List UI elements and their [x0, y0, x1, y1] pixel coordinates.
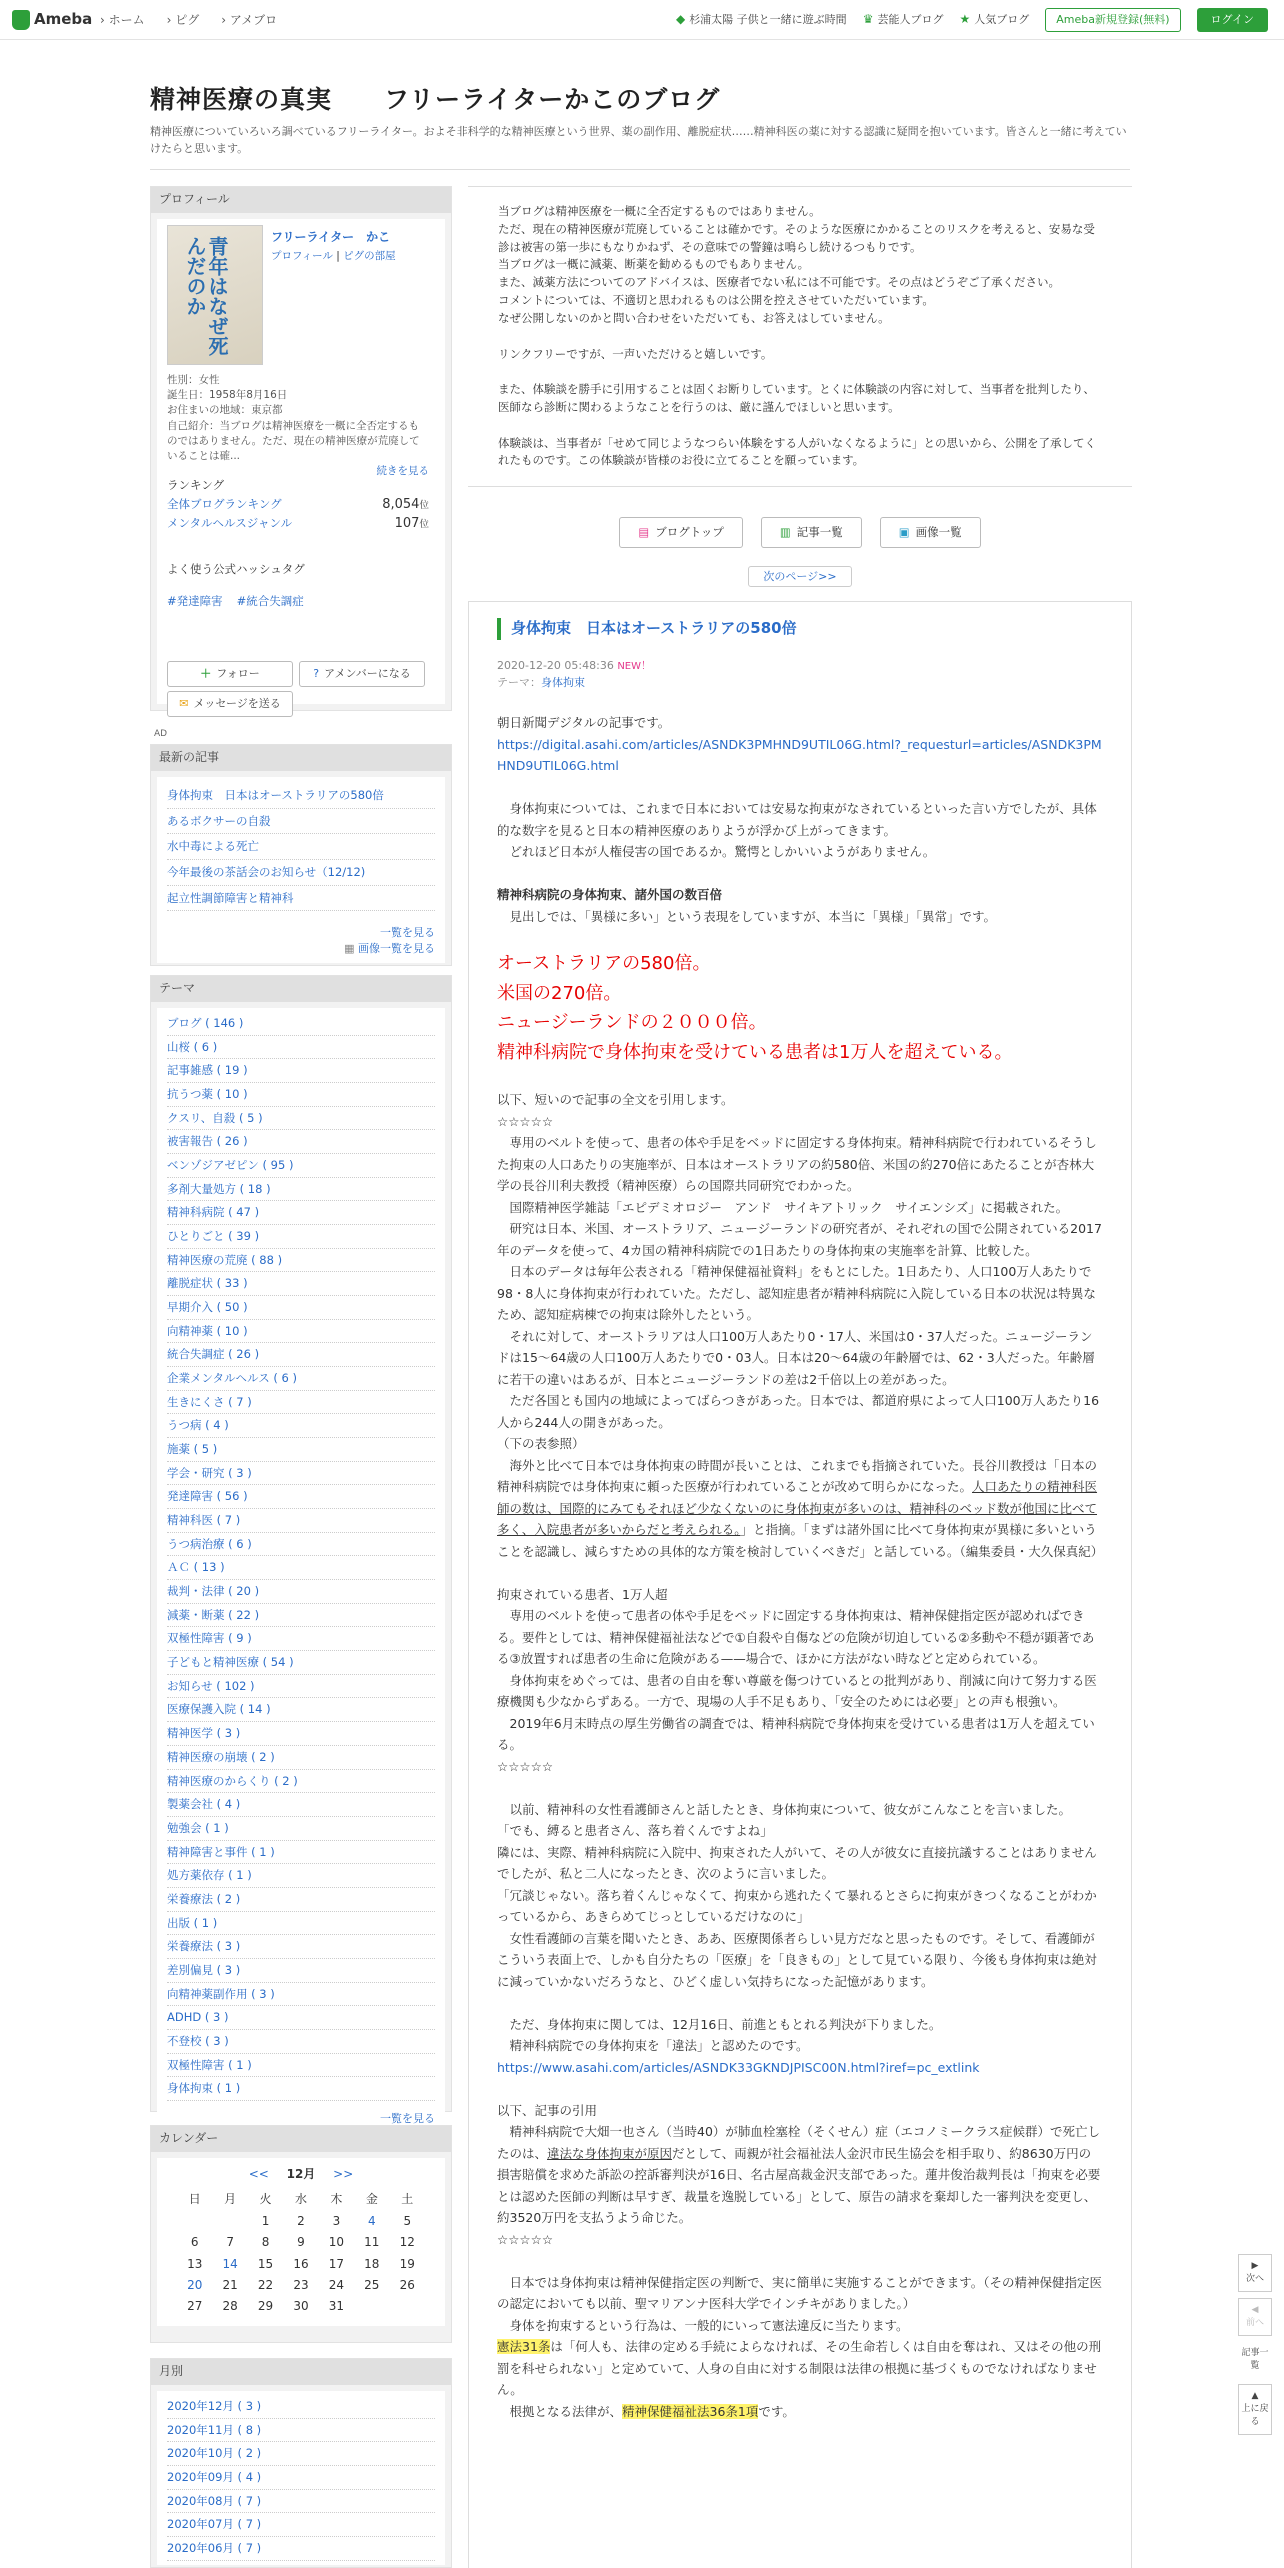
highlight-red: ニュージーランドの２０００倍。: [497, 1012, 767, 1034]
calendar-weekday: 土: [401, 2192, 414, 2207]
theme-item[interactable]: 減薬・断薬 ( 22 ): [167, 1604, 435, 1628]
theme-item[interactable]: 裁判・法律 ( 20 ): [167, 1580, 435, 1604]
calendar-box: [150, 2125, 452, 2343]
calendar-day: 22: [257, 2277, 274, 2292]
notice-line: 当ブログは精神医療を一概に全否定するものではありません。: [498, 204, 821, 218]
notice-line: ただ、現在の精神医療が荒廃していることは確かです。そのような医療にかかることのリスクを考えると、安易な受診は被害の第一歩にもなりかねず、その意味での警鐘は鳴らし続けるつもりです。: [498, 221, 1095, 254]
paragraph: 以前、精神科の女性看護師さんと話したとき、身体拘束について、彼女がこんなことを言いました。: [497, 1801, 1072, 1817]
archive-heading: 月別: [151, 2359, 451, 2385]
hashtag[interactable]: #統合失調症: [236, 594, 304, 608]
arrow-up-icon: ▲: [1251, 2391, 1259, 2402]
latest-item[interactable]: 起立性調節障害と精神科: [167, 886, 435, 912]
calendar-day: 28: [222, 2299, 238, 2314]
message-row: [167, 691, 293, 717]
image-list-button[interactable]: ▣ 画像一覧: [880, 517, 981, 548]
image-list-link[interactable]: ▦ 画像一覧を見る: [344, 942, 435, 956]
calendar-day: 15: [257, 2256, 274, 2271]
article-date: 2020-12-20 05:48:36: [497, 659, 614, 672]
calendar-weekday: 木: [330, 2192, 343, 2207]
latest-item[interactable]: 今年最後の茶話会のお知らせ（12/12): [167, 860, 435, 886]
ranking-row: [167, 515, 429, 534]
notice-line: [498, 328, 1102, 346]
paragraph: ただ、身体拘束に関しては、12月16日、前進ともとれる判決が下りました。: [497, 2016, 942, 2032]
paragraph: 身体を拘束するという行為は、一般的にいって憲法違反に当たります。: [497, 2317, 909, 2333]
profile-heading: プロフィール: [151, 187, 451, 213]
back-to-top-button[interactable]: ▲ 上に戻る: [1238, 2384, 1272, 2435]
ranking-value: 8,054: [382, 496, 420, 512]
stars: ☆☆☆☆☆: [497, 1113, 554, 1129]
theme-item[interactable]: 向精神薬副作用 ( 3 ): [167, 1983, 435, 2007]
profile-intro: 自己紹介：当ブログは精神医療を一概に全否定するものではありません。ただ、現在の精神医療が荒廃していることは確...: [167, 419, 420, 463]
highlight-red: オーストラリアの580倍。: [497, 952, 711, 974]
calendar-day: 1: [261, 2213, 270, 2228]
archive-item[interactable]: 2020年06月 ( 7 ): [167, 2537, 435, 2561]
profile-birthday: 誕生日：1958年8月16日: [167, 389, 288, 402]
paragraph: 女性看護師の言葉を聞いたとき、ああ、医療関係者らしい見方だなと思ったものです。そして、看護師がこういう表面上で、しかも自分たちの「医療」を「良きもの」として見ている限り、今後も身体拘束は絶対に減っていかないだろうなと、ひどく虚しい気持ちになった記憶があります。: [497, 1930, 1097, 1989]
paragraph: 朝日新聞デジタルの記事です。: [497, 715, 671, 731]
article-list-float[interactable]: 記事一覧: [1241, 2348, 1269, 2372]
subheading: 拘束されている患者、1万人超: [497, 1586, 668, 1602]
calendar-day: 6: [190, 2235, 199, 2250]
calendar-next[interactable]: >>: [333, 2167, 354, 2181]
calendar-month: 12月: [286, 2167, 316, 2181]
theme-item[interactable]: 被害報告 ( 26 ): [167, 1130, 435, 1154]
ranking-row: [167, 496, 429, 515]
theme-item[interactable]: 早期介入 ( 50 ): [167, 1296, 435, 1320]
ranking-unit: 位: [419, 518, 429, 530]
calendar-weekday: 金: [365, 2192, 378, 2207]
blog-description: 精神医療についていろいろ調べているフリーライター。およそ非科学的な精神医療という世界、薬の副作用、離脱症状……精神科医の薬に対する認識に疑問を抱いています。皆さんと一緒に考えていけたらと思います。: [150, 124, 1130, 170]
calendar-nav: [177, 2166, 425, 2183]
theme-item[interactable]: うつ病治療 ( 6 ): [167, 1533, 435, 1557]
calendar-day: 17: [328, 2256, 345, 2271]
theme-item[interactable]: お知らせ ( 102 ): [167, 1675, 435, 1699]
theme-item[interactable]: 生きにくさ ( 7 ): [167, 1391, 435, 1415]
theme-item[interactable]: ベンゾジアゼピン ( 95 ): [167, 1154, 435, 1178]
theme-item[interactable]: 精神科医 ( 7 ): [167, 1509, 435, 1533]
global-header: [0, 0, 1284, 40]
theme-item[interactable]: 施薬 ( 5 ): [167, 1438, 435, 1462]
profile-location: お住まいの地域：東京都: [167, 404, 283, 417]
document-icon: ▤: [638, 525, 650, 540]
calendar-table: [177, 2189, 425, 2317]
paragraph: 日本では身体拘束は精神保健指定医の判断で、実に簡単に実施することができます。（その精神保健指定医の認定においても以前、聖マリアンナ医科大学でインチキがありました。）: [497, 2274, 1103, 2312]
theme-heading: テーマ: [151, 976, 451, 1002]
theme-item[interactable]: 栄養療法 ( 2 ): [167, 1888, 435, 1912]
ad-label: AD: [154, 729, 168, 739]
paragraph: 見出しでは、「異様に多い」という表現をしていますが、本当に「異様」「異常」です。: [497, 908, 997, 924]
calendar-day: 13: [187, 2256, 203, 2271]
quote-paragraph: 身体拘束をめぐっては、患者の自由を奪い尊厳を傷つけているとの批判があり、削減に向けて努力する医療機関も少なからずある。一方で、現場の人手不足もあり、「安全のためには必要」との声も根強い。: [497, 1672, 1097, 1710]
archive-box: [150, 2358, 452, 2568]
calendar-day[interactable]: 20: [187, 2277, 203, 2292]
quote-paragraph: （下の表参照）: [497, 1436, 585, 1452]
calendar-day: 18: [364, 2256, 380, 2271]
paragraph: 精神科病院での身体拘束を「違法」と認めたのです。: [497, 2038, 809, 2054]
pager: [468, 568, 1132, 585]
hashtag[interactable]: #発達障害: [167, 594, 223, 608]
latest-heading: 最新の記事: [151, 745, 451, 771]
highlight-red: 精神科病院で身体拘束を受けている患者は1万人を超えている。: [497, 1042, 1013, 1063]
blog-top-button[interactable]: ▤ ブログトップ: [619, 517, 743, 548]
theme-item[interactable]: ブログ ( 146 ): [167, 1012, 435, 1036]
archive-item[interactable]: 2020年07月 ( 7 ): [167, 2513, 435, 2537]
calendar-day: 8: [261, 2235, 270, 2250]
header-right: [676, 8, 1268, 32]
quote-paragraph: 2019年6月末時点の厚生労働省の調査では、精神科病院で身体拘束を受けている患者は1万人を超えている。: [497, 1715, 1095, 1753]
calendar-day: 16: [293, 2256, 309, 2271]
ranking-value: 107: [394, 515, 420, 531]
theme-item[interactable]: 差別偏見 ( 3 ): [167, 1959, 435, 1983]
theme-more-link[interactable]: 一覧を見る: [380, 2111, 435, 2125]
arrow-right-icon: ▶: [1251, 2261, 1259, 2271]
calendar-day: 9: [297, 2235, 305, 2250]
article: [468, 601, 1132, 2568]
blog-header: [150, 82, 1130, 170]
calendar-weekday: 月: [224, 2192, 237, 2207]
ameba-logo-icon: [12, 10, 30, 30]
calendar-day: 12: [399, 2235, 415, 2250]
global-nav: [100, 12, 277, 29]
theme-item[interactable]: 身体拘束 ( 1 ): [167, 2077, 435, 2101]
profile-image[interactable]: 青年はなぜ死んだのか: [167, 225, 263, 365]
paragraph: 以下、短いので記事の全文を引用します。: [497, 1092, 734, 1108]
list-icon: ▥: [779, 525, 791, 540]
latest-list: [157, 777, 445, 963]
login-button[interactable]: ログイン: [1197, 8, 1268, 32]
theme-item[interactable]: 精神医療の荒廃 ( 88 ): [167, 1249, 435, 1273]
theme-item[interactable]: 発達障害 ( 56 ): [167, 1485, 435, 1509]
calendar-day: [177, 2211, 212, 2232]
quote-paragraph: 国際精神医学雑誌「エピデミオロジー アンド サイキアトリック サイエンシズ」に掲載された。: [497, 1199, 1069, 1215]
ameba-logo[interactable]: Ameba: [12, 9, 92, 31]
hashtag-label: よく使う公式ハッシュタグ: [167, 562, 305, 576]
theme-item[interactable]: 精神科病院 ( 47 ): [167, 1201, 435, 1225]
archive-item[interactable]: 2020年09月 ( 4 ): [167, 2466, 435, 2490]
archive-list: [157, 2391, 445, 2565]
calendar-day[interactable]: 14: [222, 2256, 238, 2271]
quote-paragraph: 専用のベルトを使って患者の体や手足をベッドに固定する身体拘束は、精神保健指定医が認めればできる。要件としては、精神保健福祉法などで①自殺や自傷などの危険が切迫している②多動や不穏が顕著である③放置すれば患者の生命に危険がある——場合で、ほかに方法がない時などと定められている。: [497, 1608, 1095, 1667]
subheading: 精神科病院の身体拘束、諸外国の数百倍: [497, 887, 723, 903]
calendar-day: 5: [403, 2213, 412, 2228]
calendar-day: 19: [399, 2256, 415, 2271]
ranking-name[interactable]: メンタルヘルスジャンル: [167, 515, 293, 530]
theme-item[interactable]: 勉強会 ( 1 ): [167, 1817, 435, 1841]
calendar-day: [354, 2296, 389, 2317]
blog-title[interactable]: 精神医療の真実 フリーライターかこのブログ: [150, 85, 721, 114]
theme-box: [150, 975, 452, 2125]
calendar-heading: カレンダー: [151, 2126, 451, 2152]
notice-line: 体験談は、当事者が「せめて同じようなつらい体験をする人がいなくなるように」との思いから、公開を了承してくれたものです。この体験談が皆様のお役に立てることを願っています。: [498, 435, 1096, 468]
theme-item[interactable]: 学会・研究 ( 3 ): [167, 1462, 435, 1486]
calendar-day: 25: [364, 2277, 380, 2292]
image-icon: ▣: [898, 525, 910, 540]
article-list-button[interactable]: ▥ 記事一覧: [761, 517, 862, 548]
latest-item[interactable]: 身体拘束 日本はオーストラリアの580倍: [167, 783, 435, 809]
notice-line: なぜ公開しないのかと問い合わせをいただいても、お答えはしていません。: [498, 310, 890, 325]
calendar-day: 26: [399, 2277, 415, 2292]
stars: ☆☆☆☆☆: [497, 1758, 554, 1774]
profile-name[interactable]: フリーライター かこ: [271, 230, 391, 244]
latest-item[interactable]: 水中毒による死亡: [167, 834, 435, 860]
profile-box: [150, 186, 452, 711]
theme-item[interactable]: 出版 ( 1 ): [167, 1912, 435, 1936]
ranking-label: ランキング: [167, 478, 225, 492]
theme-item[interactable]: 企業メンタルヘルス ( 6 ): [167, 1367, 435, 1391]
archive-item[interactable]: 2020年12月 ( 3 ): [167, 2395, 435, 2419]
pigg-room-link[interactable]: ピグの部屋: [343, 250, 396, 262]
calendar-day: 27: [187, 2299, 203, 2314]
profile-gender: 性別：女性: [167, 374, 220, 386]
notice-line: [498, 363, 1102, 381]
article-title[interactable]: 身体拘束 日本はオーストラリアの580倍: [497, 618, 1103, 640]
theme-item[interactable]: 離脱症状 ( 33 ): [167, 1272, 435, 1296]
highlight-red: 米国の270倍。: [497, 982, 622, 1004]
notice-line: 当ブログは一概に減薬、断薬を勧めるものでもありません。: [498, 257, 810, 272]
calendar-prev[interactable]: <<: [248, 2167, 269, 2181]
ranking: [167, 477, 429, 533]
quote-paragraph: 海外と比べて日本では身体拘束の時間が長いことは、これまでも指摘されていた。長谷川教授は「日本の精神科病院では身体拘束に頼った医療が行われていることが改めて明らかになった。人口あたりの精神科医師の数は、国際的にみてもそれほど少なくないのに身体拘束が多いのは、精神科のベッド数が他国に比べて多く、入院患者が多いからだと考えられる。」と指摘。「まずは諸外国に比べて身体拘束が異様に多いということを認識し、減らすための具体的な方策を検討していくべきだ」と話している。（編集委員・大久保真紀）: [497, 1457, 1104, 1559]
theme-item[interactable]: 精神医療の崩壊 ( 2 ): [167, 1746, 435, 1770]
notice-line: また、減薬方法についてのアドバイスは、医療者でない私には不可能です。その点はどうぞご了承ください。: [498, 275, 1060, 290]
profile-details: [167, 373, 429, 480]
main-column: [468, 186, 1132, 2568]
theme-item[interactable]: 精神医学 ( 3 ): [167, 1722, 435, 1746]
profile-link[interactable]: プロフィール: [271, 250, 333, 262]
diamond-icon: ◆: [675, 12, 686, 27]
theme-item[interactable]: 子どもと精神医療 ( 54 ): [167, 1651, 435, 1675]
image-icon: ▦: [344, 942, 355, 956]
message-button[interactable]: ✉ メッセージを送る: [167, 691, 293, 717]
quote-paragraph: ただ各国とも国内の地域によってばらつきがあった。日本では、都道府県によって人口100万人あたり16人から244人の開きがあった。: [497, 1393, 1100, 1430]
theme-item[interactable]: 統合失調症 ( 26 ): [167, 1343, 435, 1367]
featured-blog-link[interactable]: ◆ 杉浦太陽 子供と一緒に遊ぶ時間: [676, 11, 847, 28]
new-badge: NEW！: [617, 661, 652, 672]
source-link[interactable]: https://www.asahi.com/articles/ASNDK33GKNDJPISC00N.html?iref=pc_extlink: [497, 2059, 980, 2075]
calendar-day: 31: [328, 2299, 345, 2314]
paragraph: 以下、記事の引用: [497, 2102, 598, 2118]
theme-item[interactable]: 向精神薬 ( 10 ): [167, 1320, 435, 1344]
theme-item[interactable]: 双極性障害 ( 1 ): [167, 2054, 435, 2078]
follow-button[interactable]: ＋ フォロー: [167, 661, 293, 687]
article-meta: [497, 658, 1103, 690]
archive-item[interactable]: 2020年11月 ( 8 ): [167, 2419, 435, 2443]
nav-home[interactable]: › ホーム: [100, 13, 145, 27]
paragraph: 「でも、縛ると患者さん、落ち着くんですよね」: [497, 1823, 773, 1839]
theme-item[interactable]: 処方薬依存 ( 1 ): [167, 1864, 435, 1888]
notice-line: また、体験談を勝手に引用することは固くお断りしています。とくに体験談の内容に対して、当事者を批判したり、医師なら診断に関わるようなことを行うのは、厳に謹んでほしいと思います。: [498, 382, 1095, 414]
profile-actions: [167, 661, 425, 687]
calendar-day: 10: [328, 2235, 345, 2250]
envelope-icon: ✉: [179, 697, 189, 710]
archive-item[interactable]: 2020年08月 ( 7 ): [167, 2490, 435, 2514]
theme-item[interactable]: 医療保護入院 ( 14 ): [167, 1698, 435, 1722]
nav-pigg[interactable]: › ピグ: [166, 13, 200, 27]
theme-item[interactable]: 精神医療のからくり ( 2 ): [167, 1770, 435, 1794]
latest-more-link[interactable]: 一覧を見る: [380, 926, 435, 940]
crown-icon: ♛: [862, 12, 874, 27]
star-icon: ★: [959, 12, 971, 27]
theme-item[interactable]: ＡＣ ( 13 ): [167, 1556, 435, 1580]
nav-ameblo[interactable]: › アメブロ: [221, 13, 278, 27]
paragraph: 隣には、実際、精神科病院に入院中、拘束された人がいて、その人が彼女に直接抗議することはありませんでしたが、私と二人になったとき、次のように言いました。: [497, 1844, 1097, 1882]
theme-label: テーマ：: [497, 675, 541, 689]
popular-blog-link[interactable]: ★ 人気ブログ: [959, 11, 1029, 28]
quote-paragraph: 精神科病院で大畑一也さん（当時40）が肺血栓塞栓（そくせん）症（エコノミークラス症候群）で死亡したのは、違法な身体拘束が原因だとして、両親が社会福祉法人金沢市民生協会を相手取り、約8630万円の損害賠償を求めた訴訟の控訴審判決が16日、名古屋高裁金沢支部であった。蓮井俊治裁判長は「拘束を必要とは認めた医師の判断は早すぎ、裁量を逸脱している」として、原告の請求を棄却した一審判決を変更し、約3520万円を支払うよう命じた。: [497, 2124, 1101, 2226]
calendar-weekday: 日: [188, 2192, 201, 2207]
calendar-day: [390, 2296, 425, 2317]
theme-item[interactable]: 山桜 ( 6 ): [167, 1036, 435, 1060]
theme-item[interactable]: 記事雑感 ( 19 ): [167, 1059, 435, 1083]
question-icon: ?: [313, 667, 320, 680]
paragraph: 憲法31条は「何人も、法律の定める手続によらなければ、その生命若しくは自由を奪はれ、又はその他の刑罰を科せられない」と定めていて、人身の自由に対する制限は法律の根拠に基づくものでなければなりません。: [497, 2339, 1102, 2398]
paragraph: 身体拘束については、これまで日本においては安易な拘束がなされているといった言い方でしたが、具体的な数字を見ると日本の精神医療のありようが浮かび上がってきます。: [497, 801, 1097, 838]
calendar-weekday: 水: [294, 2192, 307, 2207]
theme-item[interactable]: 不登校 ( 3 ): [167, 2030, 435, 2054]
calendar-day: 7: [226, 2235, 234, 2250]
quote-paragraph: 研究は日本、米国、オーストラリア、ニュージーランドの研究者が、それぞれの国で公開されている2017年のデータを使って、4カ国の精神科病院での1日あたりの身体拘束の実施率を計算、比較した。: [497, 1221, 1102, 1258]
blog-notice: [468, 186, 1132, 487]
paragraph: どれほど日本が人権侵害の国であるか。驚愕としかいいようがありません。: [497, 844, 936, 860]
paragraph: 「冗談じゃない。落ち着くんじゃなくて、拘束から逃れたくて暴れるとさらに拘束がきつくなることがわかっているから、あきらめてじっとしているだけなのに」: [497, 1887, 1097, 1925]
theme-item[interactable]: 精神障害と事件 ( 1 ): [167, 1841, 435, 1865]
calendar-day: 2: [297, 2213, 305, 2228]
amember-button[interactable]: ? アメンバーになる: [299, 661, 425, 687]
theme-item[interactable]: 多剤大量処方 ( 18 ): [167, 1178, 435, 1202]
notice-line: リンクフリーですが、一声いただけると嬉しいです。: [498, 346, 773, 361]
profile-more-link[interactable]: 続きを見る: [376, 465, 429, 478]
article-theme-link[interactable]: 身体拘束: [541, 675, 585, 689]
archive-item[interactable]: 2020年10月 ( 2 ): [167, 2442, 435, 2466]
ranking-name[interactable]: 全体ブログランキング: [167, 496, 282, 511]
hashtags: [167, 593, 304, 610]
notice-line: [498, 417, 1102, 435]
calendar-day: 29: [257, 2299, 274, 2314]
latest-item[interactable]: あるボクサーの自殺: [167, 809, 435, 835]
calendar-weekday: 火: [259, 2192, 272, 2207]
celebrity-blog-link[interactable]: ♛ 芸能人ブログ: [863, 11, 944, 28]
theme-item[interactable]: 栄養療法 ( 3 ): [167, 1935, 435, 1959]
source-link[interactable]: https://digital.asahi.com/articles/ASNDK3PMHND9UTIL06G.html?_requesturl=articles/ASNDK3PMHND9UTIL06G.html: [497, 736, 1102, 774]
theme-item[interactable]: ADHD ( 3 ): [167, 2006, 435, 2030]
calendar-day: 23: [293, 2277, 309, 2292]
theme-item[interactable]: 製薬会社 ( 4 ): [167, 1793, 435, 1817]
calendar-day: 21: [222, 2277, 238, 2292]
floating-nav: [1238, 2254, 1272, 2441]
theme-item[interactable]: うつ病 ( 4 ): [167, 1414, 435, 1438]
theme-item[interactable]: ひとりごと ( 39 ): [167, 1225, 435, 1249]
calendar-day[interactable]: 4: [368, 2213, 376, 2228]
latest-articles-box: [150, 744, 452, 966]
plus-icon: ＋: [200, 667, 212, 680]
stars: ☆☆☆☆☆: [497, 2231, 554, 2247]
quote-paragraph: 専用のベルトを使って、患者の体や手足をベッドに固定する身体拘束。精神科病院で行われているそうした拘束の人口あたりの実施率が、日本はオーストラリアの約580倍、米国の約270倍にあたることが杏林大学の長谷川利夫教授（精神医療）らの国際共同研究でわかった。: [497, 1135, 1097, 1194]
theme-item[interactable]: 抗うつ薬 ( 10 ): [167, 1083, 435, 1107]
calendar-day: 30: [293, 2299, 309, 2314]
prev-article-button[interactable]: ◀ 前へ: [1238, 2298, 1272, 2336]
blog-nav: [468, 517, 1132, 548]
notice-line: コメントについては、不適切と思われるものは公開を控えさせていただいています。: [498, 293, 934, 308]
calendar-day: [212, 2211, 247, 2232]
calendar-day: 3: [332, 2213, 341, 2228]
next-page-button[interactable]: 次のページ>>: [748, 566, 851, 587]
calendar-day: 24: [328, 2277, 345, 2292]
ranking-unit: 位: [419, 499, 429, 511]
calendar-day: 11: [364, 2235, 380, 2250]
paragraph: 根拠となる法律が、精神保健福祉法36条1項です。: [497, 2403, 795, 2419]
theme-item[interactable]: 双極性障害 ( 9 ): [167, 1627, 435, 1651]
theme-list: [157, 1008, 445, 2131]
article-body: [497, 712, 1103, 2422]
quote-paragraph: 日本のデータは毎年公表される「精神保健福祉資料」をもとにした。1日あたり、人口100万人あたりで98・8人に身体拘束が行われていた。ただし、認知症患者が精神科病院に入院している日本の状況は特異なため、認知症病棟での拘束は除外したという。: [497, 1264, 1096, 1323]
profile-links: プロフィール | ピグの部屋: [271, 250, 396, 262]
theme-item[interactable]: クスリ、自殺 ( 5 ): [167, 1107, 435, 1131]
next-article-button[interactable]: ▶ 次へ: [1238, 2254, 1272, 2292]
register-button[interactable]: Ameba新規登録(無料): [1045, 8, 1180, 32]
quote-paragraph: それに対して、オーストラリアは人口100万人あたり0・17人、米国は0・37人だった。ニュージーランドは15～64歳の人口100万人あたりで0・03人。日本は20～64歳の年齢層では、62・3人だった。年齢層に若干の違いはあるが、日本とニュージーランドの差は2千倍以上の差があった。: [497, 1328, 1095, 1387]
arrow-left-icon: ◀: [1251, 2305, 1259, 2316]
